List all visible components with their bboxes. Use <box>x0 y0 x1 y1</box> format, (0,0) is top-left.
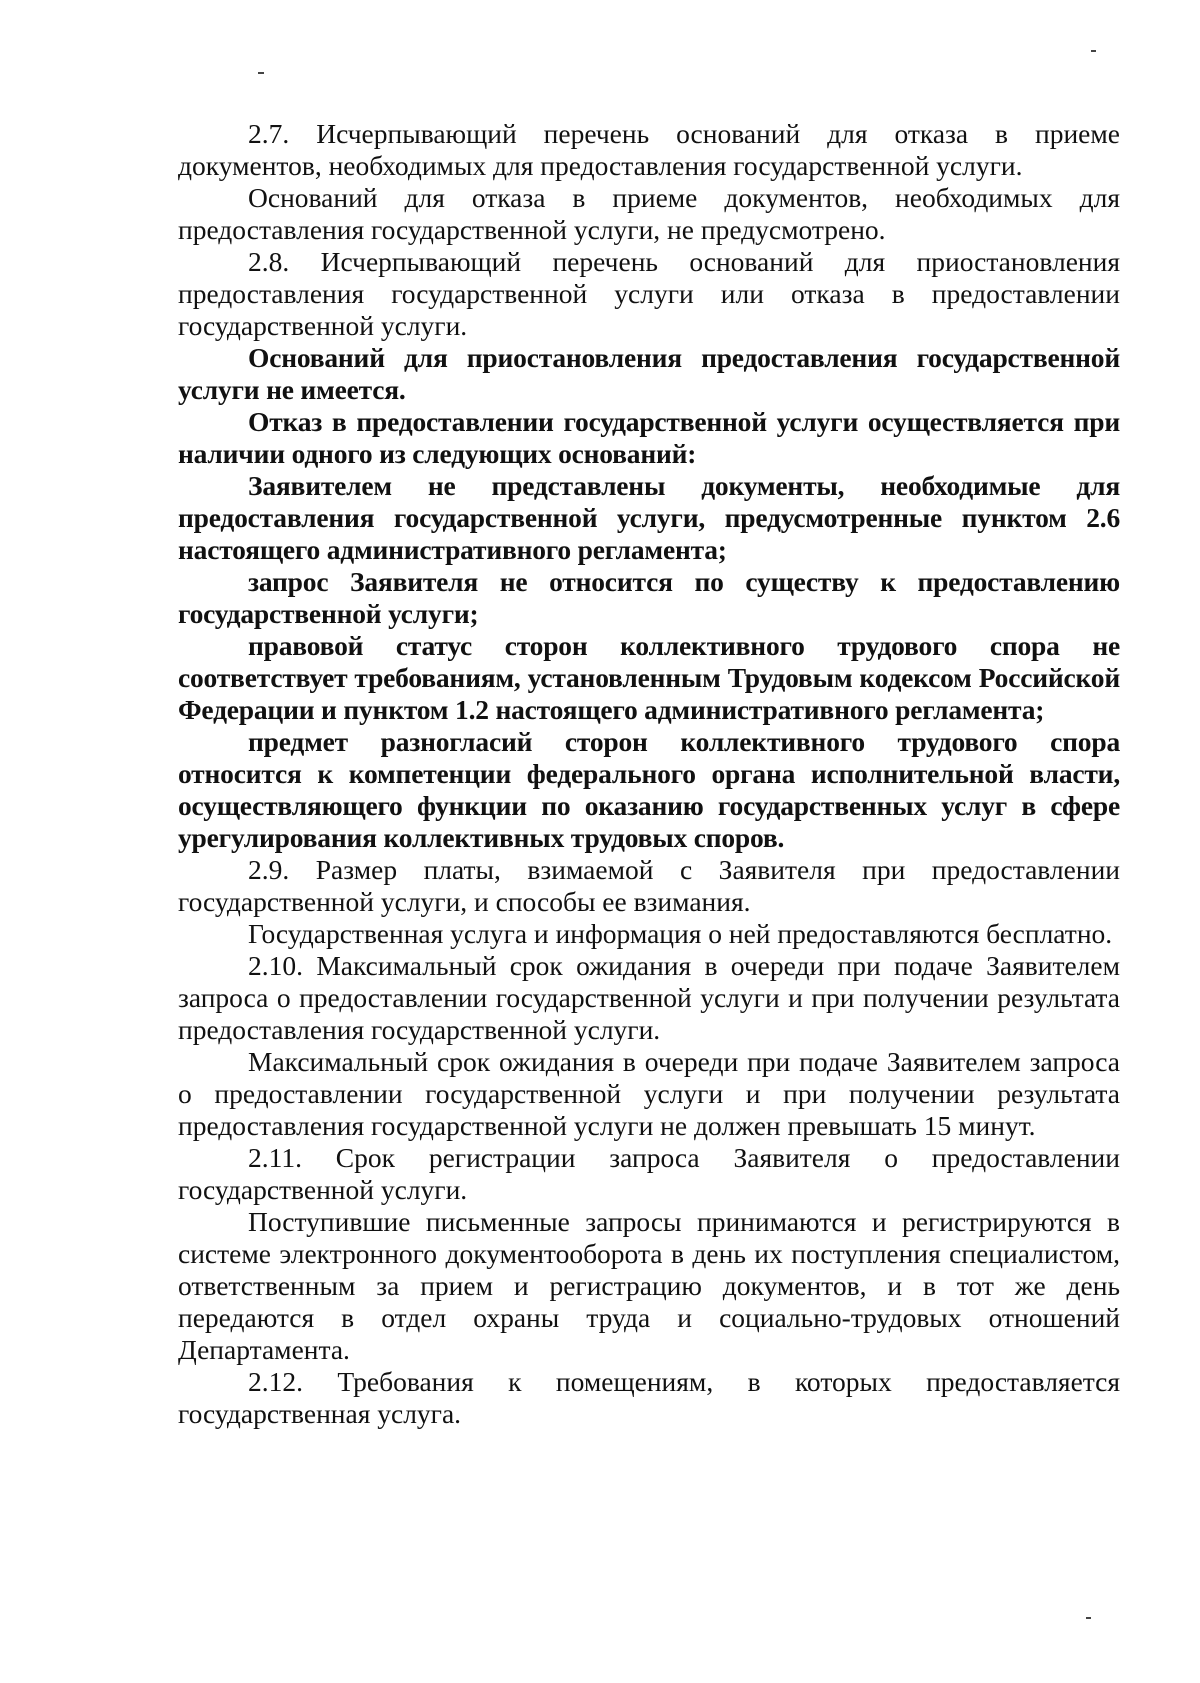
paragraph-2-10: 2.10. Максимальный срок ожидания в очереди при подаче Заявителем запроса о предоставлении государственной услуги и при получении результата предоставления государственной услуги. <box>178 950 1120 1045</box>
scan-speck <box>1091 50 1096 52</box>
paragraph-reason-3: правовой статус сторон коллективного трудового спора не соответствует требованиям, установленным Трудовым кодексом Российской Федерации и пунктом 1.2 настоящего административного регламента; <box>178 630 1120 725</box>
paragraph-2-8: 2.8. Исчерпывающий перечень оснований для приостановления предоставления государственной услуги или отказа в предоставлении государственной услуги. <box>178 246 1120 341</box>
paragraph-2-7-body: Оснований для отказа в приеме документов, необходимых для предоставления государственной услуги, не предусмотрено. <box>178 182 1120 245</box>
paragraph-2-12: 2.12. Требования к помещениям, в которых предоставляется государственная услуга. <box>178 1366 1120 1429</box>
paragraph-reason-1: Заявителем не представлены документы, необходимые для предоставления государственной услуги, предусмотренные пунктом 2.6 настоящего административного регламента; <box>178 470 1120 565</box>
paragraph-2-9-body: Государственная услуга и информация о ней предоставляются бесплатно. <box>248 918 1113 949</box>
scan-speck <box>1086 1617 1091 1619</box>
paragraph-2-8-body: Оснований для приостановления предоставления государственной услуги не имеется. <box>178 342 1120 405</box>
paragraph-2-11-body: Поступившие письменные запросы принимаются и регистрируются в системе электронного документооборота в день их поступления специалистом, ответственным за прием и регистрацию документов, и в тот же день передаются в отдел охраны труда и социально-трудовых отношений Департамента. <box>178 1206 1120 1365</box>
paragraph-2-10-body: Максимальный срок ожидания в очереди при подаче Заявителем запроса о предоставлении государственной услуги и при получении результата предоставления государственной услуги не должен превышать 15 минут. <box>178 1046 1120 1141</box>
paragraph-2-7: 2.7. Исчерпывающий перечень оснований для отказа в приеме документов, необходимых для предоставления государственной услуги. <box>178 118 1120 181</box>
paragraph-refusal-grounds: Отказ в предоставлении государственной услуги осуществляется при наличии одного из следующих оснований: <box>178 406 1120 469</box>
document-body <box>178 118 1120 1430</box>
paragraph-reason-4: предмет разногласий сторон коллективного трудового спора относится к компетенции федерального органа исполнительной власти, осуществляющего функции по оказанию государственных услуг в сфере урегулирования коллективных трудовых споров. <box>178 726 1120 853</box>
scan-speck <box>258 72 264 74</box>
paragraph-2-9: 2.9. Размер платы, взимаемой с Заявителя при предоставлении государственной услуги, и способы ее взимания. <box>178 854 1120 917</box>
paragraph-reason-2: запрос Заявителя не относится по существу к предоставлению государственной услуги; <box>178 566 1120 629</box>
paragraph-2-11: 2.11. Срок регистрации запроса Заявителя о предоставлении государственной услуги. <box>178 1142 1120 1205</box>
